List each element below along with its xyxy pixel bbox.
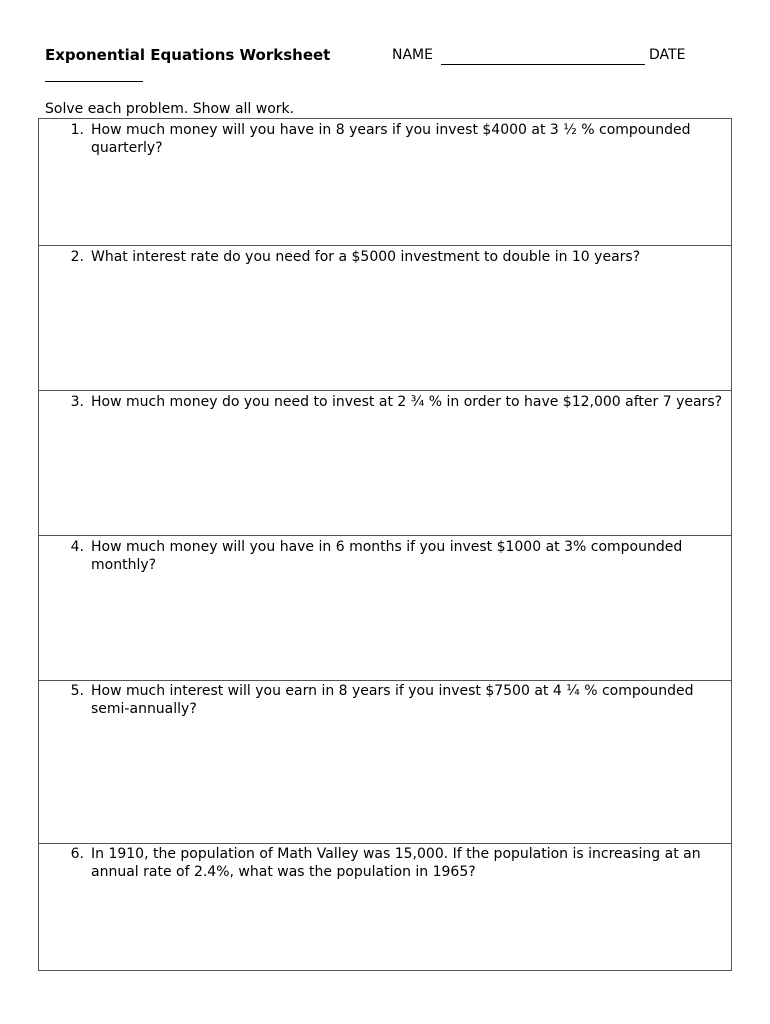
problem-text: In 1910, the population of Math Valley was 15,000. If the population is increasing at an annual rate of 2.4%, what was the population in 1965? bbox=[91, 846, 701, 880]
problem-text: How much money do you need to invest at 2 ¾ % in order to have $12,000 after 7 years? bbox=[91, 394, 723, 410]
problem-table bbox=[38, 118, 732, 971]
problem-number: 4. bbox=[70, 539, 84, 555]
problem-cell[interactable] bbox=[39, 390, 731, 535]
date-blank-line[interactable] bbox=[45, 81, 143, 82]
problem-cell[interactable] bbox=[39, 680, 731, 843]
date-label: DATE bbox=[649, 47, 686, 63]
problem-cell[interactable] bbox=[39, 245, 731, 390]
problem-number: 3. bbox=[70, 394, 84, 410]
problem-number: 1. bbox=[70, 122, 84, 138]
problem-cell[interactable] bbox=[39, 843, 731, 970]
problem-text: How much money will you have in 6 months if you invest $1000 at 3% compounded monthly? bbox=[91, 539, 683, 573]
problem-text: What interest rate do you need for a $5000 investment to double in 10 years? bbox=[91, 249, 641, 265]
problem-cell[interactable] bbox=[39, 535, 731, 680]
problem-cell[interactable] bbox=[39, 119, 731, 245]
problem-number: 6. bbox=[70, 846, 84, 862]
instructions: Solve each problem. Show all work. bbox=[45, 101, 295, 117]
problem-text: How much interest will you earn in 8 years if you invest $7500 at 4 ¼ % compounded semi-annually? bbox=[91, 683, 694, 717]
name-label: NAME bbox=[392, 47, 433, 63]
problem-number: 2. bbox=[70, 249, 84, 265]
problem-number: 5. bbox=[70, 683, 84, 699]
worksheet-title: Exponential Equations Worksheet bbox=[45, 46, 331, 64]
name-blank-line[interactable] bbox=[441, 64, 645, 65]
problem-text: How much money will you have in 8 years if you invest $4000 at 3 ½ % compounded quarterly? bbox=[91, 122, 691, 156]
